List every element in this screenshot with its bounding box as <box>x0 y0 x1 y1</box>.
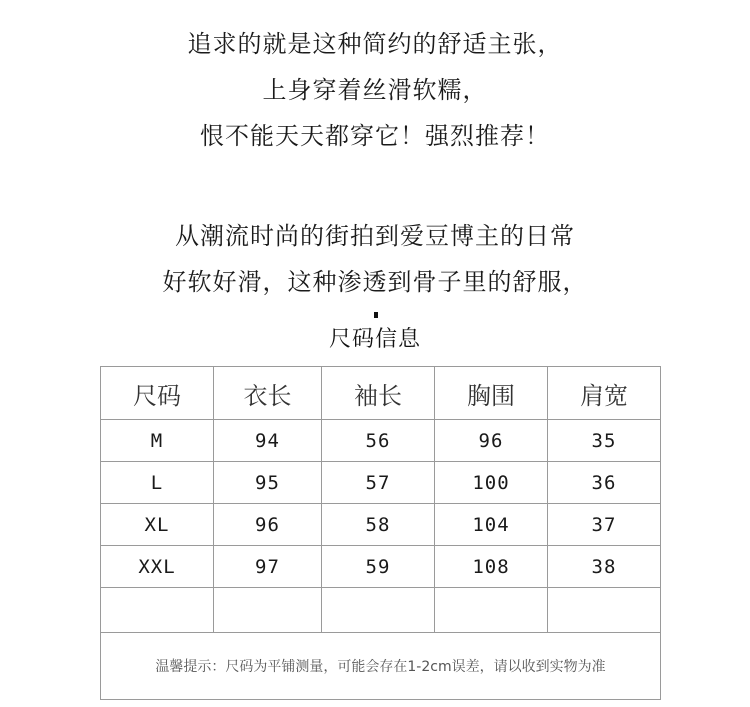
cell-chest: 100 <box>435 462 548 504</box>
cell-size: L <box>101 462 214 504</box>
cell-length: 97 <box>214 546 322 588</box>
header-length: 衣长 <box>214 367 322 420</box>
header-sleeve: 袖长 <box>322 367 435 420</box>
cell-sleeve: 57 <box>322 462 435 504</box>
cell-size: XL <box>101 504 214 546</box>
cell-length: 94 <box>214 420 322 462</box>
cell-chest: 96 <box>435 420 548 462</box>
header-size: 尺码 <box>101 367 214 420</box>
cell-size: M <box>101 420 214 462</box>
size-table <box>100 366 661 700</box>
cell-chest: 108 <box>435 546 548 588</box>
cell-sleeve: 56 <box>322 420 435 462</box>
intro-line-4: 从潮流时尚的街拍到爱豆博主的日常 <box>175 222 575 250</box>
cell-shoulder: 36 <box>548 462 661 504</box>
cell-shoulder: 38 <box>548 546 661 588</box>
size-chart-title: 尺码信息 <box>328 327 421 352</box>
intro-line-5: 好软好滑，这种渗透到骨子里的舒服， <box>162 268 588 296</box>
intro-line-1: 追求的就是这种简约的舒适主张， <box>187 30 563 58</box>
cell-sleeve: 58 <box>322 504 435 546</box>
cell-length: 96 <box>214 504 322 546</box>
cell-shoulder: 35 <box>548 420 661 462</box>
table-row <box>101 546 661 588</box>
table-row-empty <box>101 588 661 633</box>
empty-cell <box>322 588 435 633</box>
intro-line-3: 恨不能天天都穿它！强烈推荐！ <box>200 122 550 150</box>
empty-cell <box>548 588 661 633</box>
size-notice: 温馨提示：尺码为平铺测量，可能会存在1-2cm误差，请以收到实物为准 <box>101 633 661 700</box>
cell-shoulder: 37 <box>548 504 661 546</box>
divider-mark <box>374 312 378 318</box>
header-shoulder: 肩宽 <box>548 367 661 420</box>
cell-size: XXL <box>101 546 214 588</box>
cell-chest: 104 <box>435 504 548 546</box>
intro-line-2: 上身穿着丝滑软糯， <box>262 76 488 104</box>
empty-cell <box>435 588 548 633</box>
table-row <box>101 504 661 546</box>
cell-sleeve: 59 <box>322 546 435 588</box>
empty-cell <box>214 588 322 633</box>
cell-length: 95 <box>214 462 322 504</box>
empty-cell <box>101 588 214 633</box>
notice-row <box>101 633 661 700</box>
table-row <box>101 462 661 504</box>
size-table-header-row <box>101 367 661 420</box>
table-row <box>101 420 661 462</box>
header-chest: 胸围 <box>435 367 548 420</box>
